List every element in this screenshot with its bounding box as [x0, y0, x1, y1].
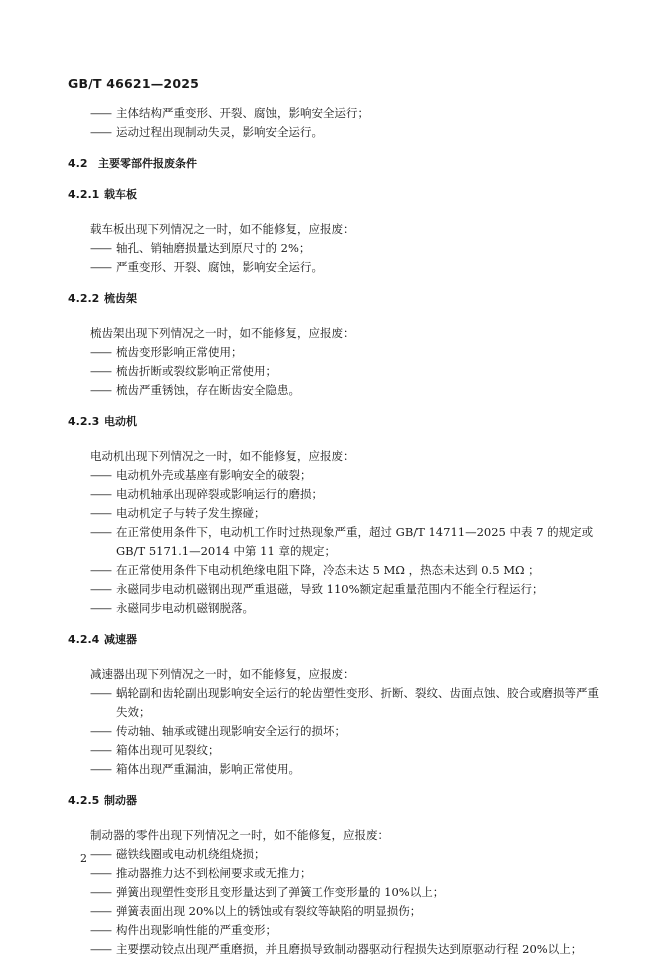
intro-paragraph: 梳齿架出现下列情况之一时，如不能修复，应报废：: [90, 326, 355, 340]
list-dash: ——: [90, 364, 111, 378]
list-item-text: 在正常使用条件下电动机绝缘电阻下降，冷态未达 5 MΩ ，热态未达到 0.5 MΩ ；: [116, 563, 540, 577]
list-item-text: 梳齿变形影响正常使用；: [116, 345, 243, 359]
subsection-title: 减速器: [104, 633, 137, 646]
list-dash: ——: [90, 125, 111, 139]
subsection-title: 梳齿架: [104, 292, 137, 305]
list-item: [90, 684, 608, 722]
list-item: [90, 580, 608, 599]
subsection-body: [90, 220, 608, 277]
subsection-heading: [68, 630, 608, 649]
intro-paragraph: 载车板出现下列情况之一时，如不能修复，应报废：: [90, 222, 355, 236]
list-dash: ——: [90, 345, 111, 359]
list-item-text: 主体结构严重变形、开裂、腐蚀，影响安全运行；: [116, 106, 369, 120]
subsection-heading: [68, 791, 608, 810]
list-dash: ——: [90, 487, 111, 501]
document-body: [68, 104, 608, 959]
list-dash: ——: [90, 383, 111, 397]
section-title: 主要零部件报废条件: [98, 157, 197, 170]
list-item: [90, 362, 608, 381]
page-number: 2: [80, 852, 87, 865]
section-heading: [68, 154, 608, 173]
intro-paragraph: 制动器的零件出现下列情况之一时，如不能修复，应报废：: [90, 828, 389, 842]
intro-paragraph: 电动机出现下列情况之一时，如不能修复，应报废：: [90, 449, 355, 463]
list-item: [90, 466, 608, 485]
list-item: [90, 561, 608, 580]
list-dash: ——: [90, 904, 111, 918]
list-item: [90, 921, 608, 940]
list-dash: ——: [90, 686, 111, 700]
list-item: [90, 902, 608, 921]
list-item-text: 电动机外壳或基座有影响安全的破裂；: [116, 468, 312, 482]
list-item: [90, 343, 608, 362]
list-item-text: 主要摆动铰点出现严重磨损，并且磨损导致制动器驱动行程损失达到原驱动行程 20%以上；: [116, 942, 583, 956]
list-dash: ——: [90, 885, 111, 899]
list-item-text: 箱体出现严重漏油，影响正常使用。: [116, 762, 300, 776]
list-dash: ——: [90, 468, 111, 482]
subsection-body: [90, 447, 608, 618]
list-item: [90, 239, 608, 258]
list-dash: ——: [90, 724, 111, 738]
list-dash: ——: [90, 942, 111, 956]
list-dash: ——: [90, 506, 111, 520]
list-item: [90, 258, 608, 277]
list-item: [90, 722, 608, 741]
lead-list: [90, 104, 608, 142]
subsection-title: 电动机: [104, 415, 137, 428]
list-item-text: 严重变形、开裂、腐蚀，影响安全运行。: [116, 260, 323, 274]
subsection-body: [90, 324, 608, 400]
subsection-number: 4.2.1: [68, 188, 100, 201]
subsection-title: 制动器: [104, 794, 137, 807]
section-number: 4.2: [68, 157, 88, 170]
subsection-heading: [68, 289, 608, 308]
list-dash: ——: [90, 847, 111, 861]
subsection-heading: [68, 185, 608, 204]
list-item-text: 磁铁线圈或电动机绕组烧损；: [116, 847, 266, 861]
list-dash: ——: [90, 743, 111, 757]
list-item-text: 永磁同步电动机磁钢脱落。: [116, 601, 254, 615]
list-item-text: 在正常使用条件下，电动机工作时过热现象严重，超过 GB/T 14711—2025 中表 7 的规定或 GB/T 5171.1—2014 中第 11 章的规定；: [116, 525, 594, 558]
list-item: [90, 599, 608, 618]
list-item: [90, 485, 608, 504]
subsection-title: 载车板: [104, 188, 137, 201]
list-item-text: 运动过程出现制动失灵，影响安全运行。: [116, 125, 323, 139]
list-item-text: 电动机轴承出现碎裂或影响运行的磨损；: [116, 487, 323, 501]
list-dash: ——: [90, 601, 111, 615]
list-item-text: 弹簧出现塑性变形且变形量达到了弹簧工作变形量的 10%以上；: [116, 885, 445, 899]
list-item: [90, 523, 608, 561]
subsection-body: [90, 665, 608, 779]
list-item-text: 电动机定子与转子发生擦碰；: [116, 506, 266, 520]
list-item-text: 传动轴、轴承或键出现影响安全运行的损坏；: [116, 724, 346, 738]
subsection-heading: [68, 412, 608, 431]
list-item: [90, 104, 608, 123]
list-item: [90, 123, 608, 142]
list-item-text: 推动器推力达不到松闸要求或无推力；: [116, 866, 312, 880]
list-dash: ——: [90, 563, 111, 577]
list-item: [90, 381, 608, 400]
list-item: [90, 864, 608, 883]
list-item: [90, 845, 608, 864]
list-dash: ——: [90, 582, 111, 596]
list-dash: ——: [90, 923, 111, 937]
list-item: [90, 504, 608, 523]
list-dash: ——: [90, 241, 111, 255]
standard-code-header: GB/T 46621—2025: [68, 76, 200, 91]
subsection-number: 4.2.5: [68, 794, 100, 807]
list-item-text: 永磁同步电动机磁钢出现严重退磁，导致 110%额定起重量范围内不能全行程运行；: [116, 582, 544, 596]
list-item: [90, 760, 608, 779]
subsection-number: 4.2.3: [68, 415, 100, 428]
intro-paragraph: 减速器出现下列情况之一时，如不能修复，应报废：: [90, 667, 355, 681]
list-item-text: 箱体出现可见裂纹；: [116, 743, 220, 757]
subsection-number: 4.2.4: [68, 633, 100, 646]
list-item-text: 轴孔、销轴磨损量达到原尺寸的 2%；: [116, 241, 311, 255]
list-item: [90, 741, 608, 760]
list-dash: ——: [90, 866, 111, 880]
list-item-text: 构件出现影响性能的严重变形；: [116, 923, 277, 937]
list-item-text: 梳齿严重锈蚀，存在断齿安全隐患。: [116, 383, 300, 397]
subsection-body: [90, 826, 608, 959]
list-item-text: 蜗轮副和齿轮副出现影响安全运行的轮齿塑性变形、折断、裂纹、齿面点蚀、胶合或磨损等严重失效；: [116, 686, 599, 719]
list-dash: ——: [90, 106, 111, 120]
list-dash: ——: [90, 762, 111, 776]
list-dash: ——: [90, 260, 111, 274]
list-item: [90, 883, 608, 902]
list-item-text: 弹簧表面出现 20%以上的锈蚀或有裂纹等缺陷的明显损伤；: [116, 904, 422, 918]
list-dash: ——: [90, 525, 111, 539]
subsection-number: 4.2.2: [68, 292, 100, 305]
list-item: [90, 940, 608, 959]
list-item-text: 梳齿折断或裂纹影响正常使用；: [116, 364, 277, 378]
